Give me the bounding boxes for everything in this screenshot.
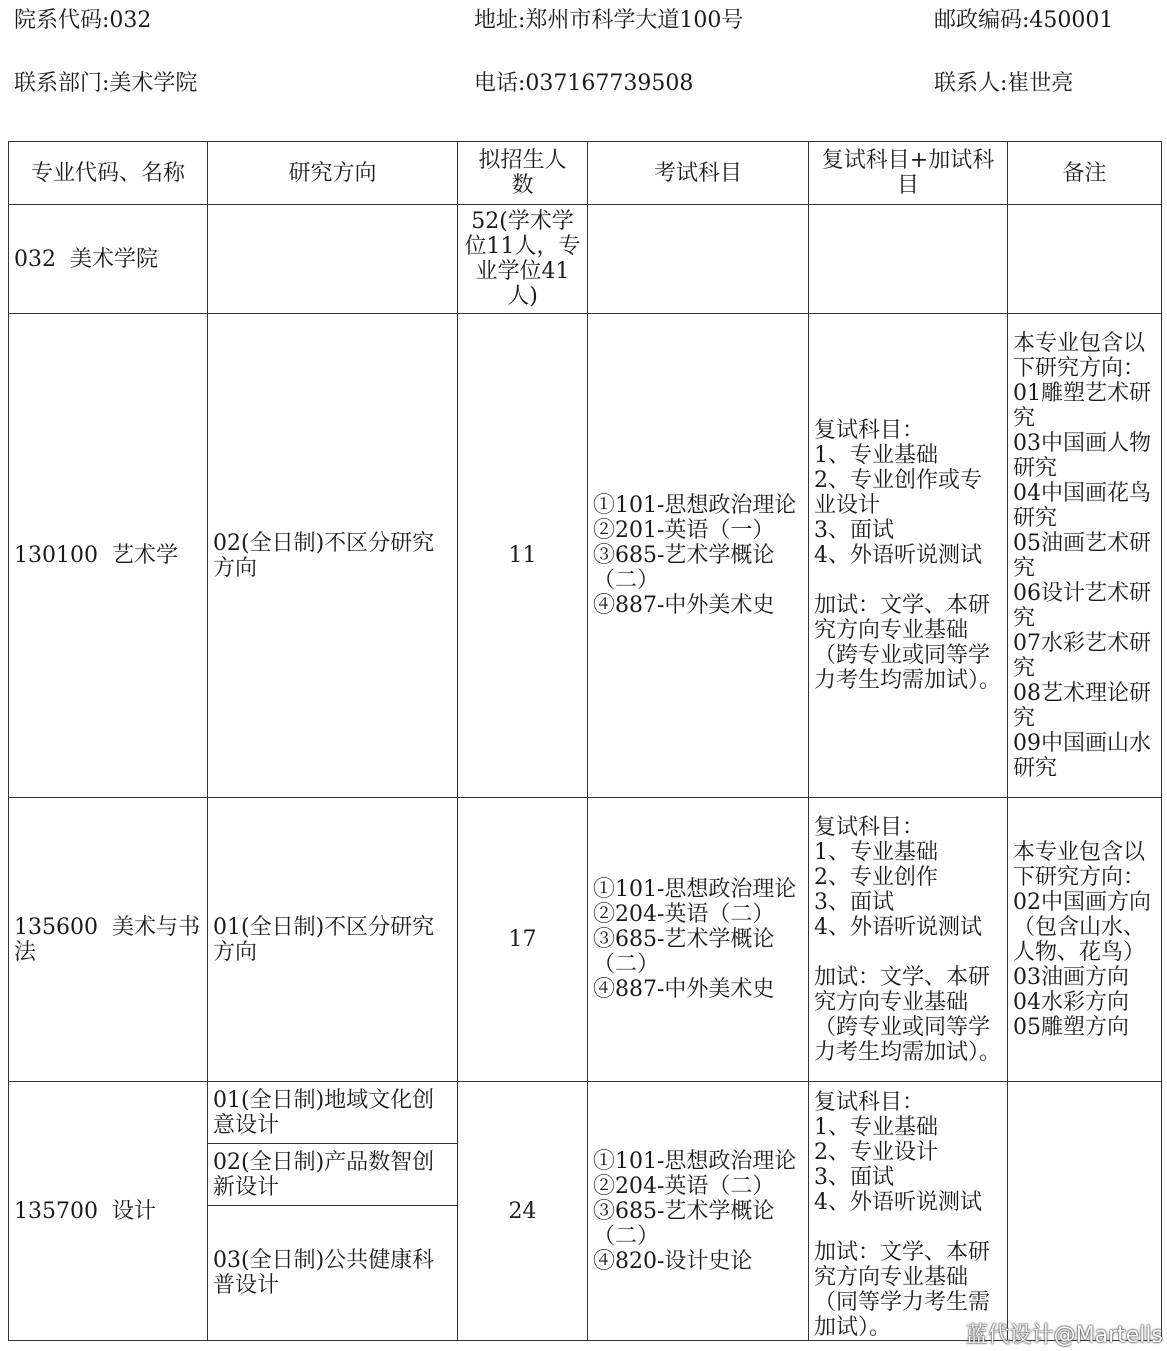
college-name: 032 美术学院 [9,205,208,314]
research-direction: 02(全日制)产品数智创新设计 [208,1144,458,1206]
college-remark [1008,205,1162,314]
exam-subjects: ①101-思想政治理论 ②204-英语（二） ③685-艺术学概论（二） ④887-中外美术史 [588,798,809,1082]
remark: 本专业包含以下研究方向： 01雕塑艺术研究 03中国画人物研究 04中国画花鸟研究 05油画艺术研究 06设计艺术研究 07水彩艺术研究 08艺术理论研究 09中国画山水研究 [1008,314,1162,798]
table-header-row [9,142,1162,205]
major-name: 130100 艺术学 [9,314,208,798]
remark [1008,1082,1162,1341]
phone: 电话:037167739508 [474,71,694,96]
header-direction: 研究方向 [208,142,458,205]
retest-subjects: 复试科目： 1、专业基础 2、专业创作 3、面试 4、外语听说测试 加试：文学、本研究方向专业基础 （跨专业或同等学力考生均需加试）。 [809,798,1008,1082]
header-remark: 备注 [1008,142,1162,205]
major-name: 135700 设计 [9,1082,208,1341]
college-row [9,205,1162,314]
college-quota: 52(学术学位11人，专业学位41人) [458,205,588,314]
retest-subjects: 复试科目： 1、专业基础 2、专业设计 3、面试 4、外语听说测试 加试：文学、本研究方向专业基础 （同等学力考生需加试）。 [809,1082,1008,1341]
postcode: 邮政编码:450001 [934,8,1114,33]
header-quota: 拟招生人数 [458,142,588,205]
contact-dept: 联系部门:美术学院 [14,71,198,96]
enrollment-table [8,141,1162,1341]
exam-subjects: ①101-思想政治理论 ②204-英语（二） ③685-艺术学概论（二） ④820-设计史论 [588,1082,809,1341]
remark: 本专业包含以下研究方向： 02中国画方向（包含山水、人物、花鸟） 03油画方向 04水彩方向 05雕塑方向 [1008,798,1162,1082]
dept-code: 院系代码:032 [14,8,152,33]
research-direction: 03(全日制)公共健康科普设计 [208,1206,458,1341]
header-exam: 考试科目 [588,142,809,205]
watermark: 蓝代设计@Martells [965,1323,1163,1348]
research-direction: 01(全日制)不区分研究方向 [208,798,458,1082]
retest-subjects: 复试科目： 1、专业基础 2、专业创作或专业设计 3、面试 4、外语听说测试 加试：文学、本研究方向专业基础（跨专业或同等学力考生均需加试）。 [809,314,1008,798]
quota-value: 11 [458,314,588,798]
research-direction: 01(全日制)地域文化创意设计 [208,1082,458,1144]
exam-subjects: ①101-思想政治理论 ②201-英语（一） ③685-艺术学概论（二） ④887-中外美术史 [588,314,809,798]
header-retest: 复试科目+加试科目 [809,142,1008,205]
research-direction: 02(全日制)不区分研究方向 [208,314,458,798]
header-major: 专业代码、名称 [9,142,208,205]
quota-value: 17 [458,798,588,1082]
college-direction [208,205,458,314]
major-name: 135600 美术与书法 [9,798,208,1082]
contact-person: 联系人:崔世亮 [934,71,1074,96]
table-row [9,798,1162,1082]
college-exam [588,205,809,314]
table-row [9,1082,1162,1144]
quota-value: 24 [458,1082,588,1341]
college-retest [809,205,1008,314]
address: 地址:郑州市科学大道100号 [474,8,744,33]
table-row [9,314,1162,798]
